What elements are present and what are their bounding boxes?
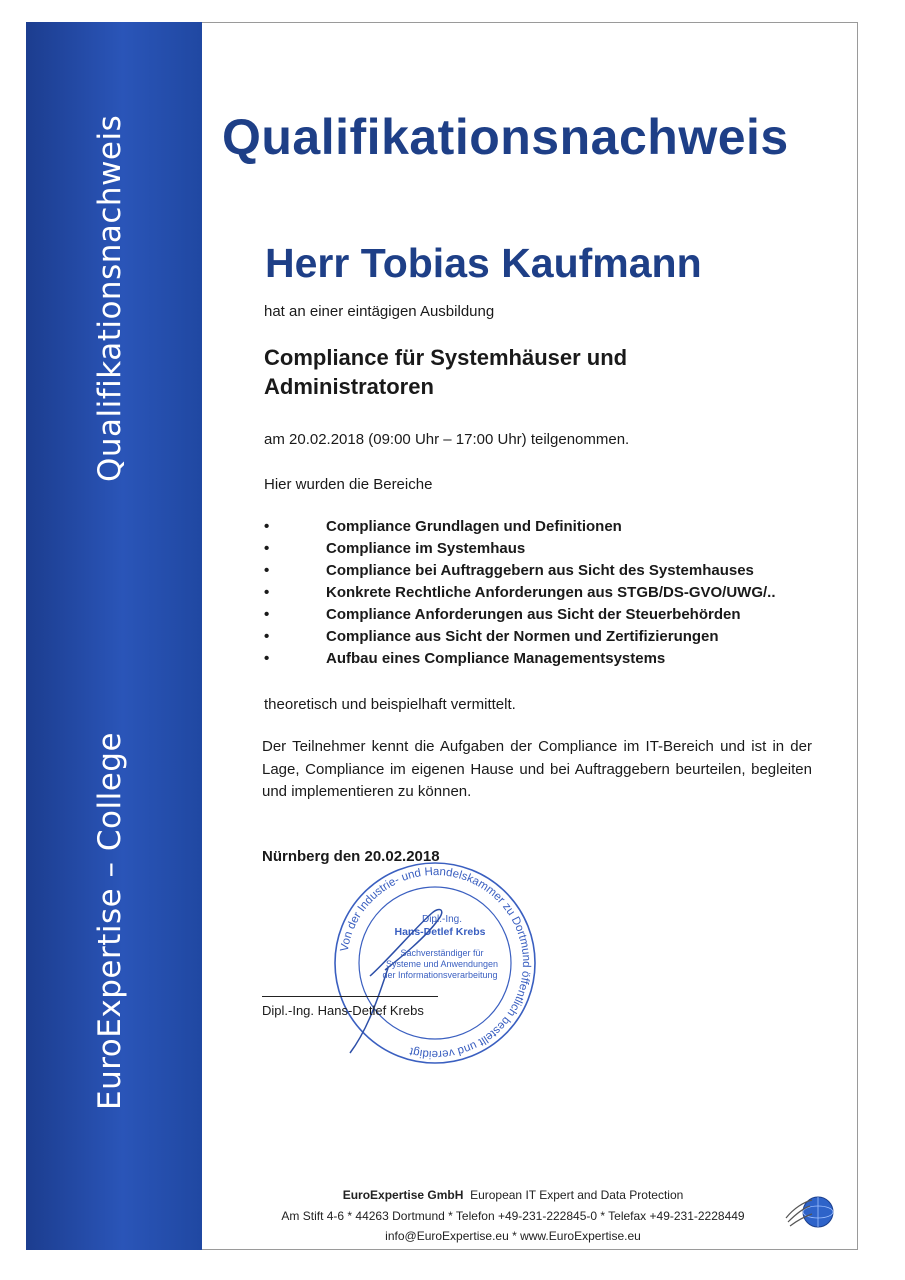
list-item bbox=[264, 560, 776, 582]
sidebar-vertical-title: Qualifikationsnachweis bbox=[92, 114, 128, 482]
course-title-line-2: Administratoren bbox=[264, 374, 434, 399]
bullet-icon: • bbox=[264, 540, 270, 557]
globe-logo-icon bbox=[782, 1188, 842, 1236]
stamp-line-2: Systeme und Anwendungen bbox=[385, 959, 499, 969]
signature-line bbox=[262, 996, 438, 997]
list-item bbox=[264, 538, 776, 560]
footer-contact: info@EuroExpertise.eu * www.EuroExpertise.eu bbox=[385, 1229, 641, 1243]
place-date: Nürnberg den 20.02.2018 bbox=[262, 848, 440, 865]
closing-paragraph: Der Teilnehmer kennt die Aufgaben der Compliance im IT-Bereich und ist in der Lage, Compliance im eigenen Hause und bei Auftraggebern beurteilen, begleiten und implementieren zu können. bbox=[262, 738, 812, 800]
list-item bbox=[264, 582, 776, 604]
course-title-line-1: Compliance für Systemhäuser und bbox=[264, 345, 628, 370]
topic-list bbox=[264, 516, 776, 670]
bullet-icon: • bbox=[264, 606, 270, 623]
topic-text: Compliance Anforderungen aus Sicht der Steuerbehörden bbox=[326, 606, 741, 623]
stamp-title: Dipl.-Ing. bbox=[421, 914, 463, 925]
mediated-text: theoretisch und beispielhaft vermittelt. bbox=[264, 696, 516, 713]
topic-text: Compliance im Systemhaus bbox=[326, 540, 526, 557]
bullet-icon: • bbox=[264, 628, 270, 645]
areas-intro: Hier wurden die Bereiche bbox=[264, 476, 433, 493]
stamp-line-1: Sachverständiger für bbox=[400, 948, 484, 958]
sidebar-vertical-org: EuroExpertise – College bbox=[92, 731, 128, 1110]
intro-text: hat an einer eintägigen Ausbildung bbox=[264, 303, 495, 320]
stamp-name: Hans-Detlef Krebs bbox=[394, 926, 486, 938]
footer-company: EuroExpertise GmbH bbox=[342, 1188, 464, 1202]
bullet-icon: • bbox=[264, 562, 270, 579]
date-line: am 20.02.2018 (09:00 Uhr – 17:00 Uhr) teilgenommen. bbox=[264, 431, 630, 448]
list-item bbox=[264, 626, 776, 648]
course-title bbox=[264, 343, 627, 401]
topic-text: Compliance bei Auftraggebern aus Sicht des Systemhauses bbox=[326, 562, 754, 579]
document-title: Qualifikationsnachweis bbox=[222, 109, 789, 165]
official-stamp bbox=[330, 858, 540, 1068]
signer-name: Dipl.-Ing. Hans-Detlef Krebs bbox=[262, 1003, 424, 1018]
recipient-name: Herr Tobias Kaufmann bbox=[265, 240, 702, 286]
footer-address: Am Stift 4-6 * 44263 Dortmund * Telefon +49-231-222845-0 * Telefax +49-231-2228449 bbox=[281, 1209, 745, 1223]
footer-line-1 bbox=[258, 1188, 768, 1202]
bullet-icon: • bbox=[264, 650, 270, 667]
topic-text: Konkrete Rechtliche Anforderungen aus STGB/DS-GVO/UWG/.. bbox=[326, 584, 776, 601]
topic-text: Compliance aus Sicht der Normen und Zertifizierungen bbox=[326, 628, 719, 645]
stamp-ring-text: Von der Industrie- und Handelskammer zu Dortmund öffentlich bestellt und vereidigt bbox=[338, 865, 533, 1061]
list-item bbox=[264, 648, 776, 670]
list-item bbox=[264, 516, 776, 538]
topic-text: Compliance Grundlagen und Definitionen bbox=[326, 518, 622, 535]
bullet-icon: • bbox=[264, 584, 270, 601]
footer-tagline: European IT Expert and Data Protection bbox=[470, 1188, 684, 1202]
topic-text: Aufbau eines Compliance Managementsystems bbox=[326, 650, 666, 667]
stamp-line-3: der Informationsverarbeitung bbox=[382, 970, 498, 980]
list-item bbox=[264, 604, 776, 626]
bullet-icon: • bbox=[264, 518, 270, 535]
